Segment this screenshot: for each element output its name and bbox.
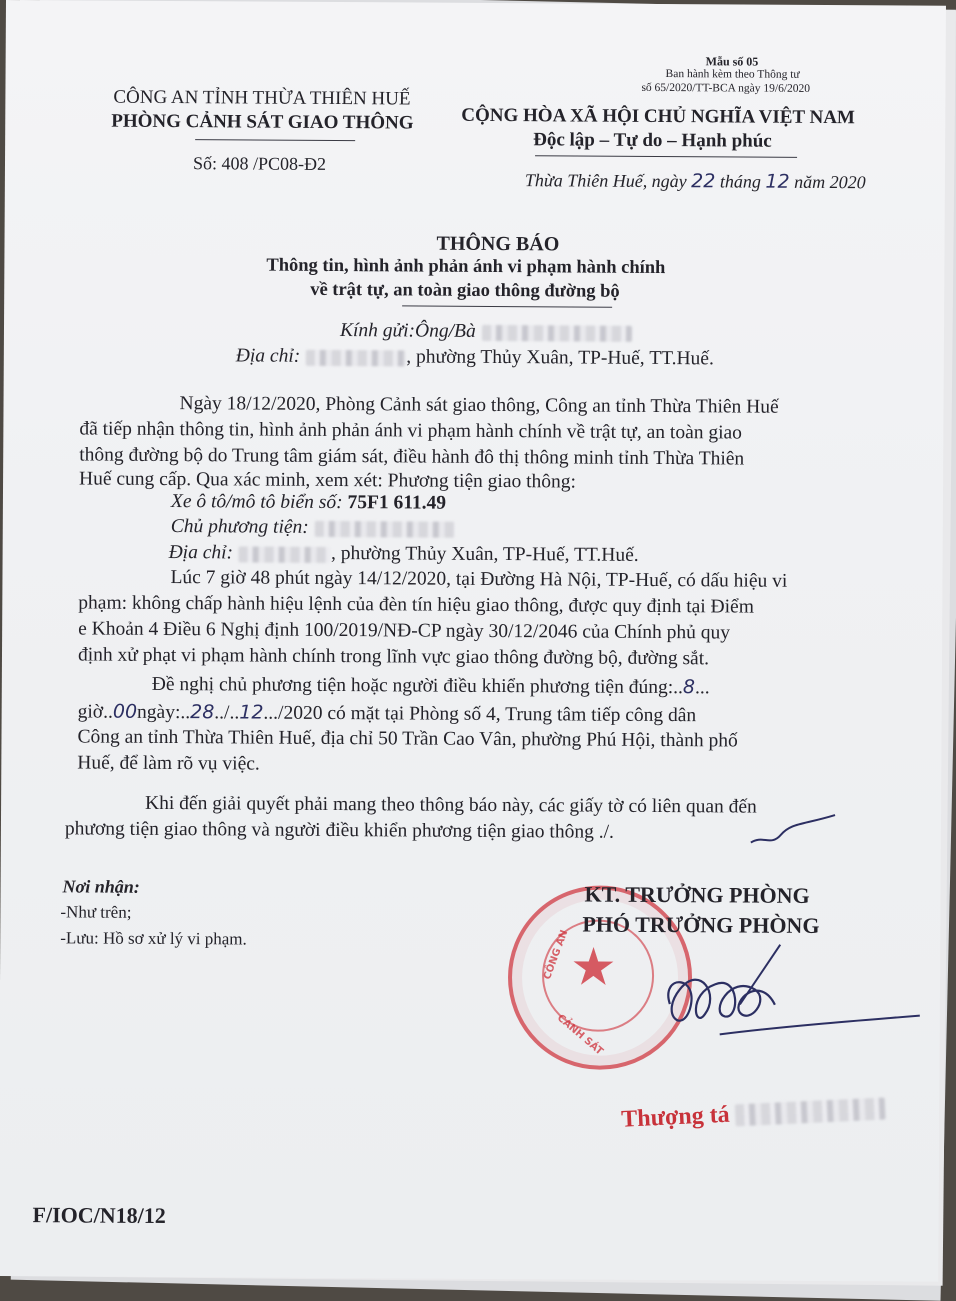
paragraph-line: Ngày 18/12/2020, Phòng Cảnh sát giao thông, Công an tỉnh Thừa Thiên Huế [179,393,779,418]
appointment-text: Đề nghị chủ phương tiện hoặc người điều khiển phương tiện đúng:.. [151,673,683,699]
paragraph-line: Huế cung cấp. Qua xác minh, xem xét: Phương tiện giao thông: [79,468,577,493]
redacted-name [482,324,632,341]
redacted-signer-name [735,1098,886,1127]
form-number: Mẫu số 05 [705,54,759,69]
date-month-label: tháng [719,171,761,192]
receivers-heading: Nơi nhận: [62,876,140,897]
pen-mark-icon [741,805,841,856]
paragraph-line: Công an tỉnh Thừa Thiên Huế, địa chỉ 50 Trần Cao Vân, phường Phú Hội, thành phố [77,726,738,752]
receiver-item: -Như trên; [60,902,132,922]
recipient-address [236,345,714,370]
document-date [525,169,866,193]
appointment-line: Đề nghị chủ phương tiện hoặc người điều khiển phương tiện đúng:..8... [151,673,710,699]
handwritten-signature [600,934,931,1046]
signer-rank [621,1094,886,1133]
document-subtitle: về trật tự, an toàn giao thông đường bộ [310,279,620,302]
divider [402,305,612,307]
address-label: Địa chỉ: [168,542,234,564]
appointment-day: 28 [190,701,215,724]
date-month: 12 [765,170,790,193]
receiver-item: -Lưu: Hồ sơ xử lý vi phạm. [60,928,247,949]
recipient-line [340,320,632,344]
paragraph-line: Khi đến giải quyết phải mang theo thông báo này, các giấy tờ có liên quan đến [145,792,757,818]
appointment-text: giờ.. [77,701,113,723]
appointment-text: .../2020 có mặt tại Phòng số 4, Trung tâm tiếp công dân [263,702,697,727]
appointment-text: ../.. [214,702,240,724]
appointment-text: ngày:.. [137,701,191,724]
divider [535,155,797,158]
owner-address-line [169,542,639,567]
form-circular-line: số 65/2020/TT-BCA ngày 19/6/2020 [641,81,811,95]
address-text: , phường Thủy Xuân, TP-Huế, TT.Huế. [331,542,639,566]
seal-lettering: CÔNG AN [541,928,571,982]
document-subtitle: Thông tin, hình ảnh phản ánh vi phạm hành chính [266,255,666,279]
signer-title: KT. TRƯỞNG PHÒNG [584,881,810,908]
redacted-address [306,349,406,366]
owner-label: Chủ phương tiện: [170,516,309,538]
appointment-date-line [78,700,697,727]
recipient-greeting: Kính gửi:Ông/Bà [339,320,476,342]
paragraph-line: định xử phạt vi phạm hành chính trong lĩnh vực giao thông đường bộ, đường sắt. [77,644,710,670]
paragraph-line: phương tiện giao thông và người điều khiển phương tiện giao thông ./. [64,818,614,843]
rank-label: Thượng tá [620,1101,731,1133]
document-number: Số: 408 /PC08-Đ2 [192,153,327,174]
vehicle-owner-line [171,516,455,540]
paragraph-line: đã tiếp nhận thông tin, hình ảnh phản ánh vi phạm hành chính về trật tự, an toàn giao [79,418,743,444]
national-motto: Độc lập – Tự do – Hạnh phúc [533,129,772,152]
redacted-owner [315,520,455,537]
paragraph-line: Lúc 7 giờ 48 phút ngày 14/12/2020, tại Đường Hà Nội, TP-Huế, có dấu hiệu vi [170,567,788,592]
plate-label: Xe ô tô/mô tô biển số: [170,491,343,514]
seal-star-icon: ★ [569,937,617,998]
seal-lettering: CẢNH SÁT [554,1012,605,1058]
date-prefix: Thừa Thiên Huế, ngày [524,170,687,192]
form-issued-line: Ban hành kèm theo Thông tư [665,68,800,81]
country-name: CỘNG HÒA XÃ HỘI CHỦ NGHĨA VIỆT NAM [461,104,855,129]
appointment-minute: 00 [112,700,138,723]
paragraph-line: e Khoản 4 Điều 6 Nghị định 100/2019/NĐ-CP ngày 30/12/2046 của Chính phủ quy [78,618,731,644]
paragraph-line: Huế, để làm rõ vụ việc. [77,752,260,775]
department-name: PHÒNG CẢNH SÁT GIAO THÔNG [111,110,414,134]
appointment-month: 12 [239,701,264,724]
appointment-hour: 8 [682,676,696,699]
date-year: năm 2020 [794,171,866,193]
date-day: 22 [691,170,716,193]
agency-name: CÔNG AN TỈNH THỪA THIÊN HUẾ [113,86,411,110]
document-title: THÔNG BÁO [436,232,560,256]
divider [195,139,355,141]
plate-number: 75F1 611.49 [347,492,447,514]
paragraph-line: thông đường bộ do Trung tâm giám sát, điều hành đô thị thông minh tỉnh Thừa Thiên [79,444,745,470]
vehicle-plate-line [171,491,446,515]
address-text: , phường Thủy Xuân, TP-Huế, TT.Huế. [406,346,714,370]
redacted-address [239,546,331,563]
signer-position: PHÓ TRƯỞNG PHÒNG [582,911,820,938]
address-label: Địa chỉ: [235,345,301,367]
footer-code: F/IOC/N18/12 [32,1202,166,1228]
paragraph-line: phạm: không chấp hành hiệu lệnh của đèn tín hiệu giao thông, được quy định tại Điểm [78,592,754,618]
